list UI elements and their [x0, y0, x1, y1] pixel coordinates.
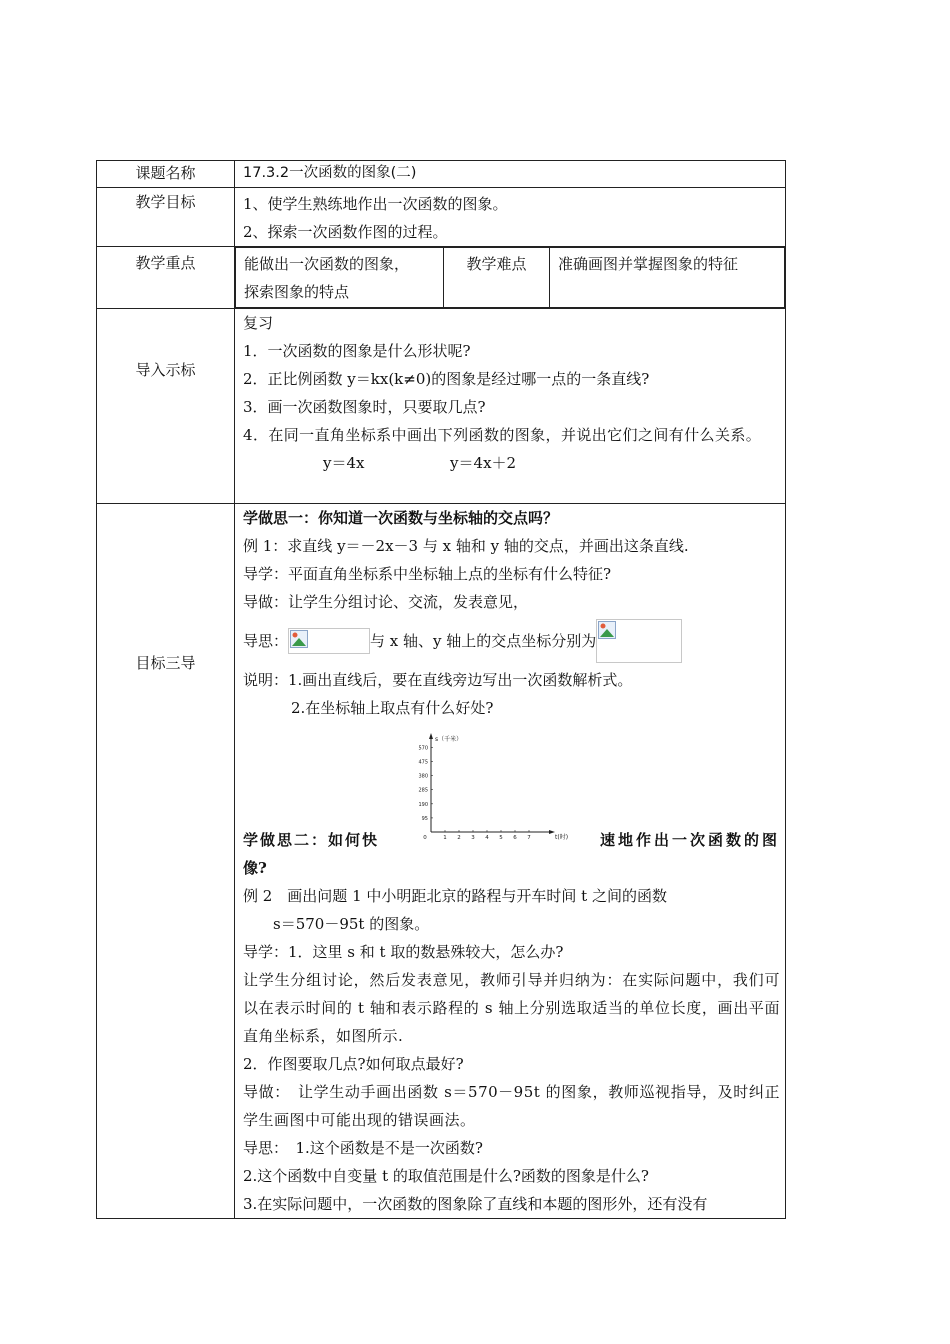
- y-tick-label: 475: [418, 759, 428, 766]
- think-5: 3.在实际问题中，一次函数的图象除了直线和本题的图形外，还有没有: [243, 1195, 708, 1213]
- note-2: 2.在坐标轴上取点有什么好处?: [291, 699, 494, 717]
- key-point-line-2: 探索图象的特点: [244, 283, 350, 301]
- key-point-label: 教学重点: [97, 247, 235, 309]
- y-tick-label: 285: [418, 787, 428, 794]
- topic-label: 课题名称: [97, 161, 235, 188]
- note-1: 说明：1.画出直线后，要在直线旁边写出一次函数解析式。: [243, 671, 633, 689]
- intro-formulas: [243, 449, 780, 477]
- x-tick-label: 1: [443, 835, 447, 841]
- question-2: 2．作图要取几点?如何取点最好?: [243, 1055, 464, 1073]
- do-2: 导做： 让学生动手画出函数 s＝570－95t 的图象，教师巡视指导，及时纠正学生画图中可能出现的错误画法。: [243, 1083, 780, 1129]
- key-difficulty-subtable: [235, 247, 785, 308]
- x-tick-label: 2: [457, 835, 461, 841]
- x-axis-label: t(时): [555, 834, 569, 841]
- x-tick-label: 7: [527, 835, 531, 841]
- intro-line-4: 4．在同一直角坐标系中画出下列函数的图象，并说出它们之间有什么关系。: [243, 426, 762, 444]
- intro-line-review: 复习: [243, 314, 274, 332]
- x-tick-label: 6: [513, 835, 517, 841]
- topic-value: 17.3.2一次函数的图象(二): [243, 165, 417, 181]
- formula-1: y＝4x: [323, 454, 365, 472]
- broken-image-icon: [598, 621, 616, 639]
- example-1: 例 1：求直线 y＝－2x－3 与 x 轴和 y 轴的交点，并画出这条直线.: [243, 537, 689, 555]
- lesson-plan-table: [96, 160, 786, 1219]
- think2-part-c: 像?: [243, 859, 267, 877]
- do-1: 导做：让学生分组讨论、交流，发表意见，: [243, 593, 529, 611]
- intro-line-3: 3．画一次函数图象时，只要取几点?: [243, 398, 486, 416]
- key-point-line-1: 能做出一次函数的图象，: [244, 255, 410, 273]
- study-1: 导学：平面直角坐标系中坐标轴上点的坐标有什么特征?: [243, 565, 612, 583]
- y-axis-label: s（千米）: [435, 736, 463, 743]
- think-3: 导思： 1.这个函数是不是一次函数?: [243, 1139, 483, 1157]
- think-prefix: 导思：: [243, 632, 289, 650]
- example-2-line-1: 例 2 画出问题 1 中小明距北京的路程与开车时间 t 之间的函数: [243, 887, 667, 905]
- formula-image-placeholder-2: [596, 619, 682, 663]
- think2-part-b: 速地作出一次函数的图: [599, 831, 780, 849]
- think-4: 2.这个函数中自变量 t 的取值范围是什么?函数的图象是什么?: [243, 1167, 649, 1185]
- difficulty-label: 教学难点: [466, 255, 527, 273]
- y-tick-label: 95: [421, 815, 428, 822]
- study-2: 导学：1．这里 s 和 t 取的数悬殊较大，怎么办?: [243, 943, 564, 961]
- goal-label: 教学目标: [97, 188, 235, 247]
- x-tick-label: 4: [485, 835, 489, 841]
- y-tick-label: 380: [418, 773, 428, 780]
- y-axis-arrow: [429, 733, 433, 739]
- think1-heading: 学做思一：你知道一次函数与坐标轴的交点吗？: [243, 509, 559, 527]
- x-tick-label: 5: [499, 835, 503, 841]
- distance-time-chart: [409, 732, 569, 844]
- y-tick-label: 190: [418, 801, 428, 808]
- y-tick-label: 570: [418, 745, 428, 752]
- intro-line-1: 1．一次函数的图象是什么形状呢?: [243, 342, 471, 360]
- x-tick-label: 3: [471, 835, 475, 841]
- difficulty-value: 准确画图并掌握图象的特征: [558, 255, 739, 273]
- formula-2: y＝4x＋2: [450, 454, 517, 472]
- goal-line-1: 1、使学生熟练地作出一次函数的图象。: [243, 195, 508, 213]
- formula-image-placeholder-1: [288, 628, 370, 654]
- think-middle-text: 与 x 轴、y 轴上的交点坐标分别为: [370, 632, 597, 650]
- think-line: [243, 616, 780, 666]
- discussion: 让学生分组讨论，然后发表意见，教师引导并归纳为：在实际问题中，我们可以在表示时间的 t 轴和表示路程的 s 轴上分别选取适当的单位长度，画出平面直角坐标系，如图所示.: [243, 971, 780, 1045]
- target-label: 目标三导: [97, 504, 235, 1219]
- intro-line-2: 2．正比例函数 y＝kx(k≠0)的图象是经过哪一点的一条直线?: [243, 370, 650, 388]
- broken-image-icon: [290, 630, 308, 648]
- example-2-line-2: s＝570－95t 的图象。: [273, 915, 430, 933]
- x-tick-label: 0: [423, 835, 427, 841]
- goal-line-2: 2、探索一次函数作图的过程。: [243, 223, 448, 241]
- think2-part-a: 学做思二：如何快: [243, 831, 380, 849]
- intro-label: 导入示标: [97, 309, 235, 504]
